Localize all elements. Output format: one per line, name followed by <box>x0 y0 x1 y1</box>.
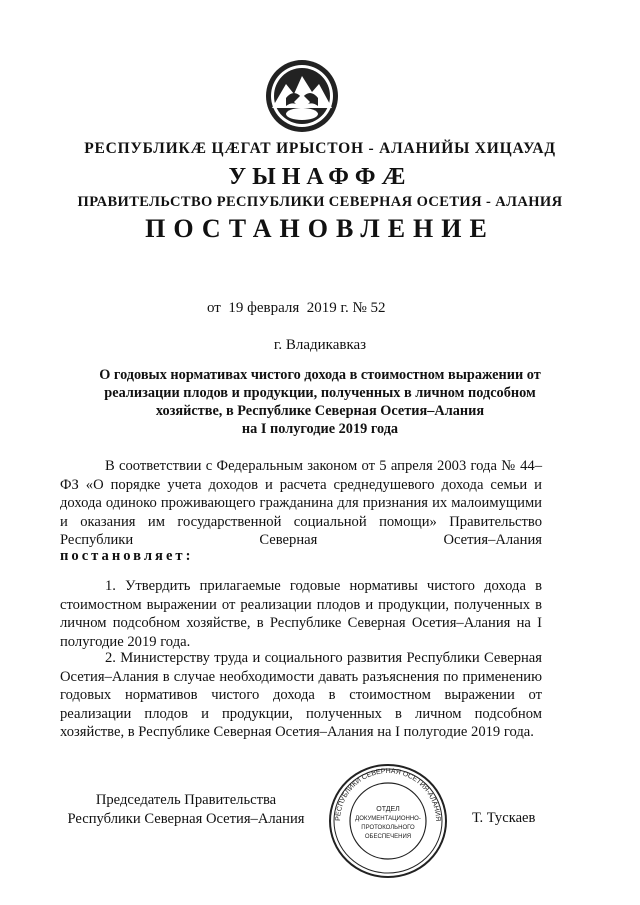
title-line: хозяйстве, в Республике Северная Осетия–Алания <box>155 403 485 419</box>
official-stamp <box>318 763 458 879</box>
signatory-name: Т. Тускаев <box>472 810 536 826</box>
coat-of-arms-emblem <box>264 58 340 134</box>
stamp-center-line: ДОКУМЕНТАЦИОННО- <box>355 816 421 822</box>
republic-header-ossetian: РЕСПУБЛИКÆ ЦÆГАТ ИРЫСТОН - АЛАНИЙЫ ХИЦАУАД <box>84 140 556 157</box>
signatory-position-line: Республики Северная Осетия–Алания <box>67 811 305 827</box>
decree-word: постановляет: <box>60 548 194 564</box>
document-date-number: от 19 февраля 2019 г. № 52 <box>207 300 386 316</box>
preamble-paragraph: В соответствии с Федеральным законом от 5 апреля 2003 года № 44–ФЗ «О порядке учета доходов и расчета среднедушевого дохода семьи и дохода одиноко проживающего гражданина для признания их малоимущими и оказания им государственной социальной помощи» Правительство Республики Северная Осетия–Алания <box>60 458 542 548</box>
document-type-title: ПОСТАНОВЛЕНИЕ <box>145 214 495 243</box>
stamp-center-line: ПРОТОКОЛЬНОГО <box>361 825 415 831</box>
government-header: ПРАВИТЕЛЬСТВО РЕСПУБЛИКИ СЕВЕРНАЯ ОСЕТИЯ - АЛАНИЯ <box>77 194 563 210</box>
signatory-position-line: Председатель Правительства <box>95 792 277 808</box>
decree-item-2: 2. Министерству труда и социального развития Республики Северная Осетия–Алания в случае необходимости давать разъяснения по применению годовых нормативов чистого дохода в стоимостном выражении от реализации плодов и продукции, полученных в личном подсобном хозяйстве, в Республике Северная Осетия–Алания на I полугодие 2019 года. <box>60 650 542 740</box>
title-line: реализации плодов и продукции, полученных в личном подсобном <box>104 385 536 401</box>
document-type-ossetian: УЫНАФФÆ <box>228 164 412 190</box>
title-line: на I полугодие 2019 года <box>241 421 399 437</box>
issue-city: г. Владикавказ <box>273 337 367 353</box>
signatory-position <box>66 791 306 829</box>
document-subject-title <box>60 366 580 438</box>
title-line: О годовых нормативах чистого дохода в стоимостном выражении от <box>99 367 541 383</box>
stamp-center-line: ОТДЕЛ <box>376 806 400 813</box>
decree-item-1: 1. Утвердить прилагаемые годовые нормативы чистого дохода в стоимостном выражении от реализации плодов и продукции, полученных в личном подсобном хозяйстве, в Республике Северная Осетия–Алания на I полугодие 2019 года. <box>60 578 542 650</box>
stamp-ring-text: РЕСПУБЛИКИ СЕВЕРНАЯ ОСЕТИЯ-АЛАНИЯ <box>334 767 442 822</box>
stamp-center-line: ОБЕСПЕЧЕНИЯ <box>364 834 412 840</box>
